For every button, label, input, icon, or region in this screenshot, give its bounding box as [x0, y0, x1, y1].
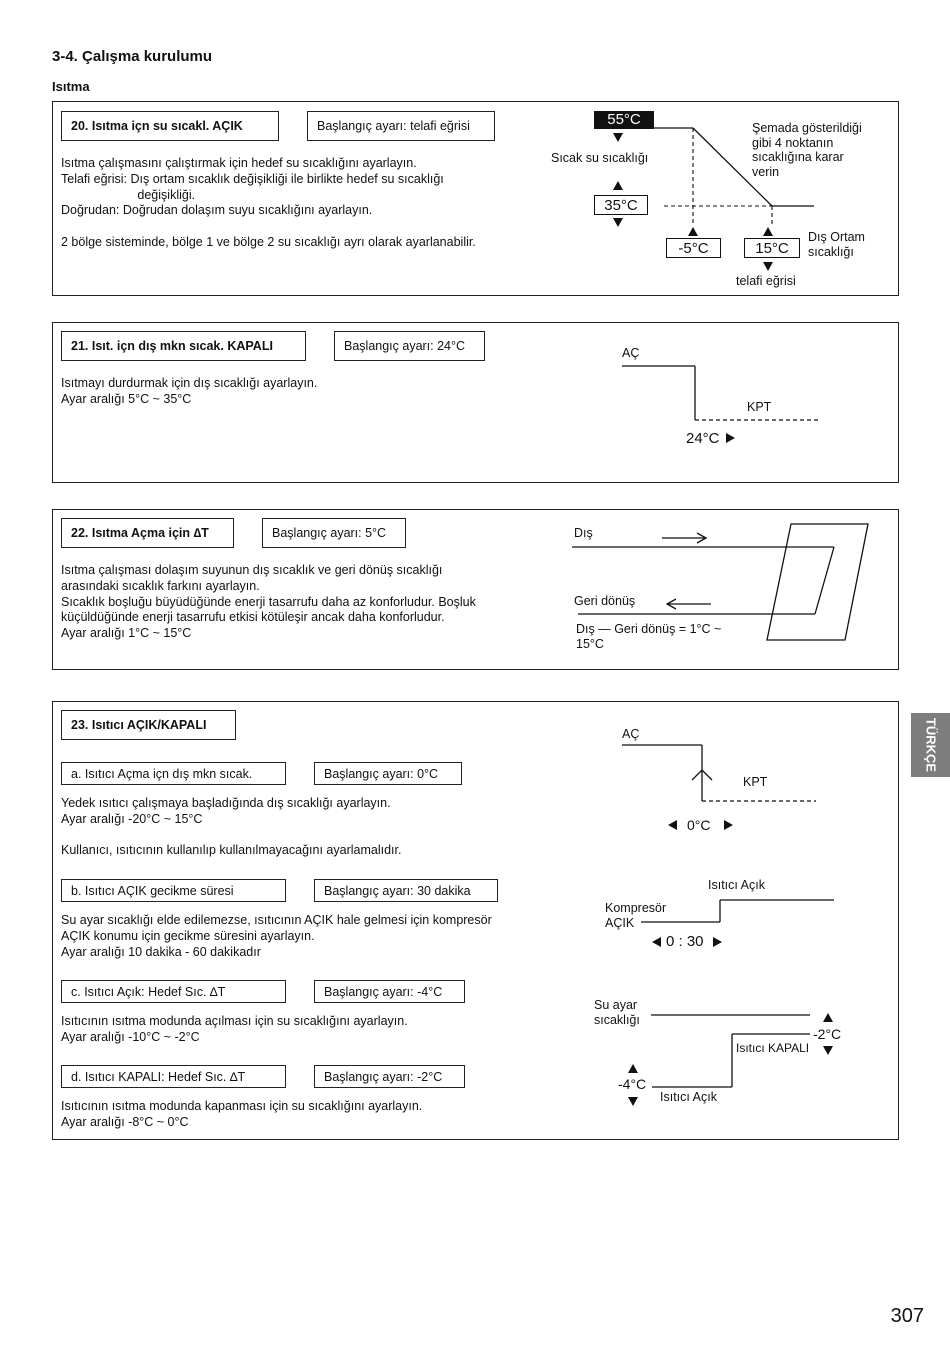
language-tab [911, 713, 950, 777]
setting-22-title: 22. Isıtma Açma için ∆T [61, 518, 234, 548]
section-heading: 3-4. Çalışma kurulumu [52, 48, 213, 65]
on-label: AÇ [622, 346, 640, 360]
flow-label: Dış [574, 526, 593, 540]
temp-minus4-label: -4°C [618, 1076, 647, 1092]
setting-23d-description: Isıtıcının ısıtma modunda kapanması için su sıcaklığını ayarlayın. Ayar aralığı -8°C ~ 0°C [61, 1099, 423, 1129]
return-label: Geri dönüş [574, 594, 636, 608]
setting-20-description: Isıtma çalışmasını çalıştırmak için hedef su sıcaklığını ayarlayın. Telafi eğrisi: Dış ortam sıcaklık değişikliği ile birlikte hedef su sıcaklığı değişikliği. Doğrudan: Doğrudan dolaşım suyu sıcaklığını ayarlayın. 2 bölge sisteminde, bölge 1 ve bölge 2 su sıcaklığı ayrı olarak ayarlanabilir. [61, 156, 476, 249]
page-number: 307 [890, 1305, 924, 1327]
heater-off-state-label: Isıtıcı KAPALI [736, 1041, 810, 1055]
curve-label: telafi eğrisi [736, 274, 796, 288]
delta-formula-label: Dış — Geri dönüş = 1°C ~ 15°C [576, 622, 722, 651]
heater-on-label: AÇ [622, 727, 640, 741]
setting-20-title: 20. Isıtma içn su sıcakl. AÇIK [61, 111, 279, 141]
temp-minus5-box: -5°C [666, 238, 721, 258]
arrow-up-icon [823, 1013, 833, 1022]
diagram-note: Şemada gösterildiği gibi 4 noktanın sıcaklığına karar verin [752, 121, 862, 179]
setting-20-initial: Başlangıç ayarı: telafi eğrisi [307, 111, 495, 141]
setting-23-title: 23. Isıtıcı AÇIK/KAPALI [61, 710, 236, 740]
setting-23a-description: Yedek ısıtıcı çalışmaya başladığında dış sıcaklığı ayarlayın. Ayar aralığı -20°C ~ 15°C Kullanıcı, ısıtıcının kullanılıp kullanılmayacağını ayarlamalıdır. [61, 796, 402, 858]
subsection-heading: Isıtma [52, 79, 90, 94]
off-label: KPT [747, 400, 772, 414]
heater-on-state-label: Isıtıcı Açık [660, 1090, 717, 1104]
setting-23d-initial: Başlangıç ayarı: -2°C [314, 1065, 465, 1088]
setting-23b-label: b. Isıtıcı AÇIK gecikme süresi [61, 879, 286, 902]
arrow-left-icon [652, 937, 661, 947]
outdoor-temp-label: Dış Ortam sıcaklığı [808, 230, 865, 259]
arrow-right-icon [724, 820, 733, 830]
heater-active-label: Isıtıcı Açık [708, 878, 765, 892]
setting-21-initial: Başlangıç ayarı: 24°C [334, 331, 485, 361]
arrow-left-icon [668, 820, 677, 830]
temp-35-box: 35°C [594, 195, 648, 215]
temp-minus2-label: -2°C [813, 1026, 842, 1042]
arrow-down-icon [823, 1046, 833, 1055]
temp-15-box: 15°C [744, 238, 800, 258]
setting-22-description: Isıtma çalışması dolaşım suyunun dış sıcaklık ve geri dönüş sıcaklığı arasındaki sıcaklık farkını ayarlayın. Sıcaklık boşluğu büyüdüğünde enerji tasarrufu daha az konforludur. Boşluk küçüldüğünde enerji tasarrufu etkisi kötüleşir ancak daha konforludur. Ayar aralığı 1°C ~ 15°C [61, 563, 476, 641]
temp-24-label: 24°C [686, 430, 720, 447]
setting-23b-description: Su ayar sıcaklığı elde edilemezse, ısıtıcının AÇIK hale gelmesi için kompresör AÇIK konumu için gecikme süresini ayarlayın. Ayar aralığı 10 dakika - 60 dakikadır [61, 913, 492, 959]
heater-off-label: KPT [743, 775, 768, 789]
temp-55-box: 55°C [594, 111, 654, 129]
setting-23c-description: Isıtıcının ısıtma modunda açılması için su sıcaklığını ayarlayın. Ayar aralığı -10°C ~ -2°C [61, 1014, 408, 1044]
setting-23d-label: d. Isıtıcı KAPALI: Hedef Sıc. ∆T [61, 1065, 286, 1088]
setting-23b-initial: Başlangıç ayarı: 30 dakika [314, 879, 498, 902]
delay-time-value: 0 : 30 [666, 933, 704, 950]
setting-21-title: 21. Isıt. içn dış mkn sıcak. KAPALI [61, 331, 306, 361]
arrow-up-icon [628, 1064, 638, 1073]
setting-22-initial: Başlangıç ayarı: 5°C [262, 518, 406, 548]
language-tab-label: TÜRKÇE [923, 717, 938, 773]
setting-23c-label: c. Isıtıcı Açık: Hedef Sıc. ∆T [61, 980, 286, 1003]
arrow-down-icon [628, 1097, 638, 1106]
setting-21-description: Isıtmayı durdurmak için dış sıcaklığı ayarlayın. Ayar aralığı 5°C ~ 35°C [61, 376, 318, 406]
heater-temp-0: 0°C [687, 817, 711, 833]
hot-water-label: Sıcak su sıcaklığı [551, 151, 649, 165]
setting-23c-initial: Başlangıç ayarı: -4°C [314, 980, 465, 1003]
compressor-on-label: Kompresör AÇIK [605, 901, 667, 930]
setting-23a-label: a. Isıtıcı Açma içn dış mkn sıcak. [61, 762, 286, 785]
arrow-right-icon [713, 937, 722, 947]
water-setpoint-label: Su ayar sıcaklığı [594, 998, 640, 1027]
setting-23a-initial: Başlangıç ayarı: 0°C [314, 762, 462, 785]
